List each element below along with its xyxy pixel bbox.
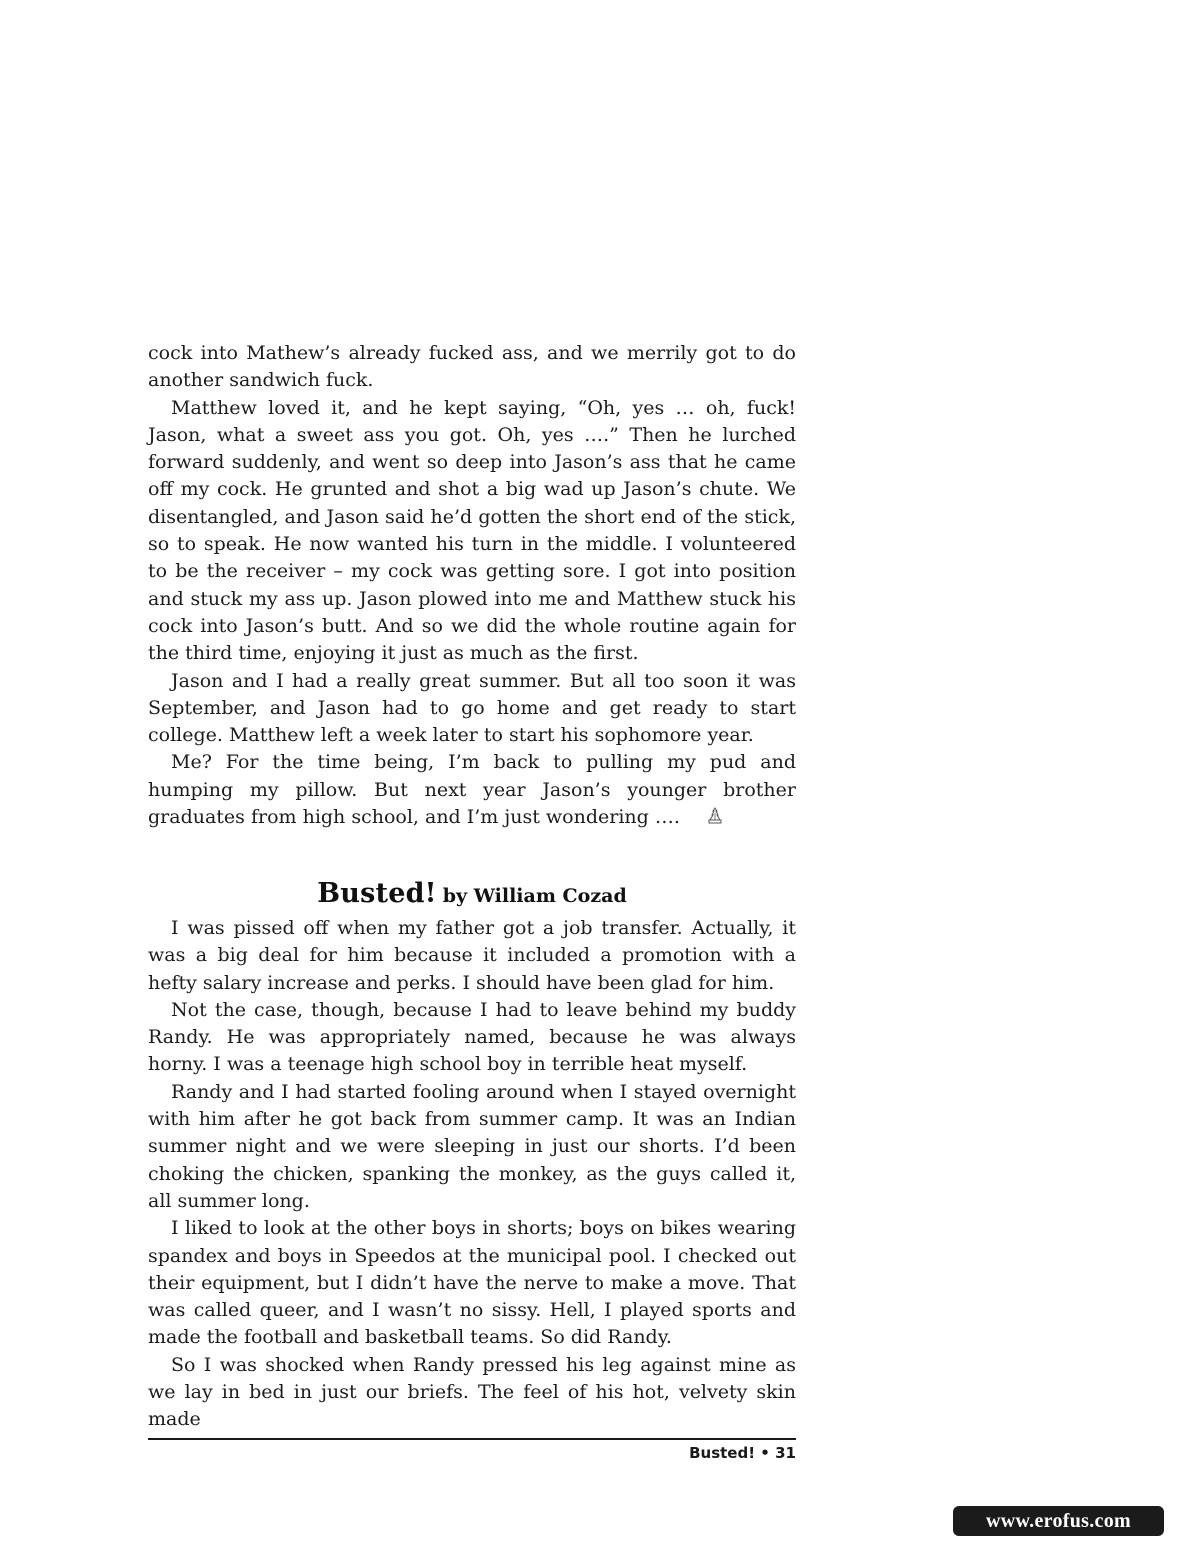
story-byline: by William Cozad: [442, 885, 627, 907]
watermark: www.erofus.com: [953, 1506, 1164, 1536]
running-footer: [689, 1444, 796, 1462]
story-title: Busted!: [317, 878, 437, 909]
story-heading: [148, 878, 796, 909]
paragraph: Me? For the time being, I’m back to pulling my pud and humping my pillow. But next year Jason’s younger brother graduates from high school, and I’m just wondering ….: [148, 751, 796, 829]
paragraph: Not the case, though, because I had to leave behind my buddy Randy. He was appropriately named, because he was always horny. I was a teenage high school boy in terrible heat myself.: [148, 998, 796, 1076]
paragraph: So I was shocked when Randy pressed his leg against mine as we lay in bed in just our briefs. The feel of his hot, velvety skin made: [148, 1353, 796, 1431]
running-title: Busted!: [689, 1444, 756, 1462]
paragraph: Matthew loved it, and he kept saying, “Oh, yes … oh, fuck! Jason, what a sweet ass you got. Oh, yes ….” Then he lurched forward suddenly, and went so deep into Jason’s ass that he came off my cock. He grunted and shot a big wad up Jason’s chute. We disentangled, and Jason said he’d gotten the short end of the stick, so to speak. He now wanted his turn in the middle. I volunteered to be the receiver – my cock was getting sore. I got into position and stuck my ass up. Jason plowed into me and Matthew stuck his cock into Jason’s butt. And so we did the whole routine again for the third time, enjoying it just as much as the first.: [148, 396, 796, 665]
footer-rule: [148, 1438, 796, 1440]
paragraph: Jason and I had a really great summer. But all too soon it was September, and Jason had to go home and get ready to start college. Matthew left a week later to start his sophomore year.: [148, 669, 796, 747]
page-number: 31: [775, 1444, 796, 1462]
paragraph: cock into Mathew’s already fucked ass, and we merrily got to do another sandwich fuck.: [148, 342, 796, 392]
paragraph: I liked to look at the other boys in shorts; boys on bikes wearing spandex and boys in Speedos at the municipal pool. I checked out their equipment, but I didn’t have the nerve to make a move. That was called queer, and I wasn’t no sissy. Hell, I played sports and made the football and basketball teams. So did Randy.: [148, 1217, 796, 1349]
paragraph: Randy and I had started fooling around when I stayed overnight with him after he got back from summer camp. It was an Indian summer night and we were sleeping in just our shorts. I’d been choking the chicken, spanking the monkey, as the guys called it, all summer long.: [148, 1080, 796, 1212]
continued-story-text: [148, 340, 796, 831]
story-end-ornament-icon: [684, 806, 700, 824]
paragraph: I was pissed off when my father got a job transfer. Actually, it was a big deal for him because it included a promotion with a hefty salary increase and perks. I should have been glad for him.: [148, 917, 796, 994]
paragraph-with-end-mark: [148, 749, 796, 831]
new-story-text: [148, 915, 796, 1434]
footer-separator: •: [760, 1444, 770, 1462]
